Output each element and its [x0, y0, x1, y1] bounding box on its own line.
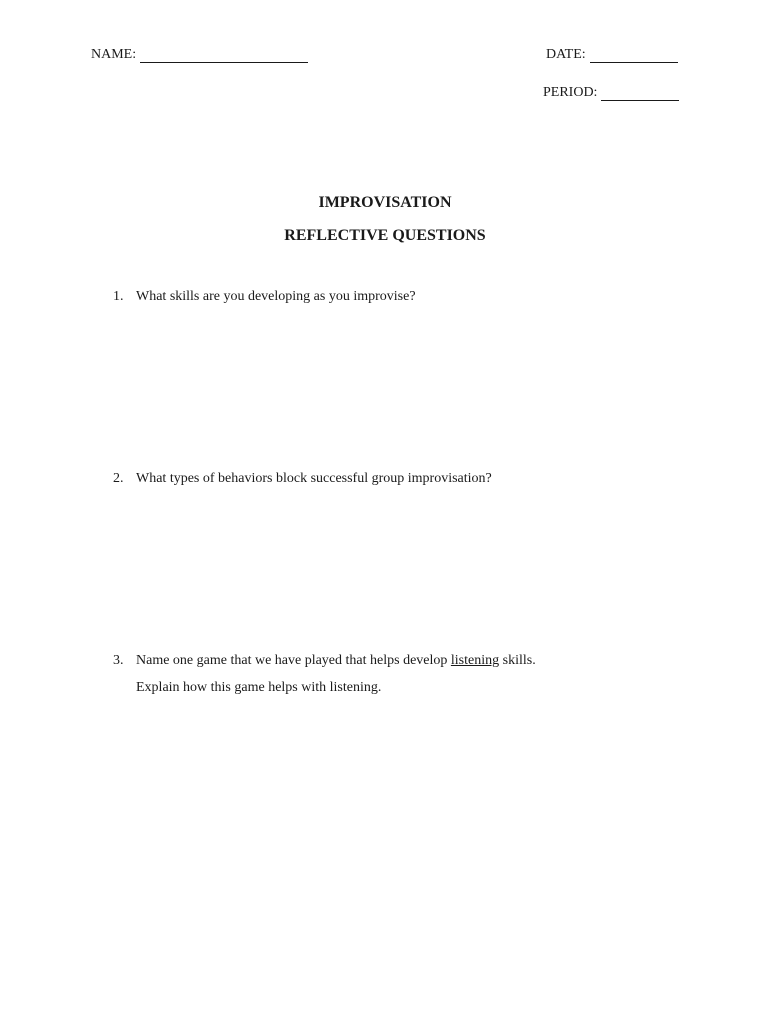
question-3 — [113, 652, 536, 670]
question-1 — [113, 288, 416, 306]
page-title: IMPROVISATION — [318, 194, 452, 211]
question-number: 2. — [113, 471, 124, 486]
period-blank-line[interactable] — [601, 86, 679, 101]
question-number: 1. — [113, 289, 124, 304]
period-field — [543, 85, 679, 101]
name-blank-line[interactable] — [140, 48, 308, 63]
date-field — [546, 47, 678, 63]
date-label: DATE: — [546, 47, 586, 62]
question-text: What types of behaviors block successful group improvisation? — [136, 471, 492, 486]
question-number: 3. — [113, 653, 124, 668]
name-label: NAME: — [91, 47, 137, 62]
question-underlined-word: listening — [450, 653, 500, 668]
question-text: What skills are you developing as you improvise? — [136, 289, 416, 304]
question-text-after: skills. — [499, 653, 536, 668]
question-2 — [113, 470, 492, 488]
page-subtitle: REFLECTIVE QUESTIONS — [284, 227, 486, 244]
name-field — [91, 47, 308, 63]
date-blank-line[interactable] — [590, 48, 678, 63]
question-text-before: Name one game that we have played that helps develop — [136, 653, 451, 668]
question-3-line-2: Explain how this game helps with listening. — [136, 680, 382, 695]
period-label: PERIOD: — [543, 85, 598, 100]
